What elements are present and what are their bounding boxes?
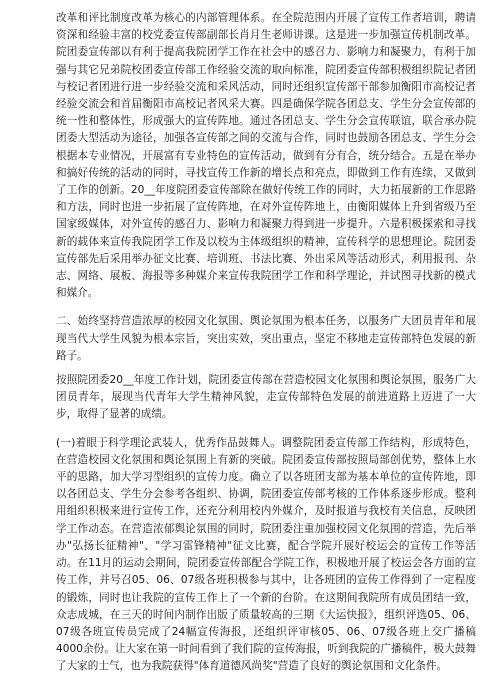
section-heading-paragraph: 二、始终坚持营造浓厚的校园文化氛围、舆论氛围为根本任务，以服务广大团员青年和展现当代大学生风貌为根本宗旨，突出实效，突出重点，坚定不移地走宣传部特色发展的新路子。 xyxy=(56,315,476,362)
body-paragraph-2: 按照院团委20__年度工作计划，院团委宣传部在营造校园文化氛围和舆论氛围，服务广大团员青年，展现当代青年大学生精神风貌，走宣传部特色发展的前进道路上迈进了一大步，取得了显著的成绩。 xyxy=(56,374,476,421)
body-paragraph-3: (一)着眼于科学理论武装人，优秀作品鼓舞人。调整院团委宣传部工作结构，形成特色，在营造校园文化氛围和舆论氛围上有新的突破。院团委宣传部按照局部创优势，整体上水平的思路，加大学习型组织的宣传力度。确立了以各班团支部为基本单位的宣传阵地，即以各团总支、学生分会参考各组织、协调，院团委宣传部考核的工作体系逐步形成。整利用组织积极来进行宣传工作，还充分利用校内外媒介，及时报道与我校有关信息，反映团学工作动态。在营造浓郁舆论氛围的同时，院团委注重加强校园文化氛围的营造，先后举办"弘扬长征精神"、"学习雷锋精神"征文比赛，配合学院开展好校运会的宣传工作等活动。在11月的运动会期间，院团委宣传部配合学院工作，积极地开展了校运会各方面的宣传工作，并号召05、06、07级各班积极参与其中，让各班团的宣传工作得到了一定程度的锻炼，同时也让我院的宣传工作上了一个新的台阶。在这期间我院所有成员团结一致，众志成城，在三天的时间内制作出版了质量较高的三期《大运快报》，组织评选05、06、07级各班宣传员完成了24幅宣传海报，还组织评审核05、06、07级各班上交广播稿4000余份。让大家在第一时间看到了我们院的宣传海报，听到我院的广播稿件，极大鼓舞了大家的士气，也为我院获得"体育道德风尚奖"营造了良好的舆论氛围和文化条件。 xyxy=(56,436,476,673)
body-paragraph-1: 改革和评比制度改革为核心的内部管理体系。在全院范围内开展了宣传工作者培训，聘请资深和经验丰富的校党委宣传部副部长肖月生老师讲课。这是进一步加强宣传机制改革。院团委宣传部以有利于提高我院团学工作在社会中的感召力、影响力和凝聚力，有利于加强与其它兄弟院校团委宣传部工作经验交流的取向标准，院团委宣传部积极组织院记者团与校记者团进行进一步经验交流和采风活动，同时还组织宣传部干部参加衡阳市高校记者经验交流会和首届衡阳市高校记者风采大赛。四是确保学院各团总支、学生分会宣传部的统一性和整体性，形成强大的宣传阵地。通过各团总支、学生分会宣传联谊，联合承办院团委大型活动为途径，加强各宣传部之间的交流与合作，同时也鼓励各团总支、学生分会根据本专业情况，开展富有专业特色的宣传活动，做到有分有合，统分结合。五是在举办和搞好传统的活动的同时，寻找宣传工作新的增长点和亮点，即做到工作有连续，又做到了工作的创新。20__年度院团委宣传部除在做好传统工作的同时，大力拓展新的工作思路和方法，同时也进一步拓展了宣传阵地，在对外宣传阵地上，由衡阳媒体上升到省级乃至国家级媒体，对外宣传的感召力、影响力和凝聚力得到进一步提升。六是积极探索和寻找新的载体来宣传我院团学工作及以校为主体级组织的精神，宣传科学的思想理论。院团委宣传部先后采用举办征文比赛、培训班、书法比赛、外出采风等活动形式，利用报刊、杂志、网络、展板、海报等多种媒介来宣传我院团学工作和科学理论，并试图寻找新的模式和媒介。 xyxy=(56,12,476,300)
